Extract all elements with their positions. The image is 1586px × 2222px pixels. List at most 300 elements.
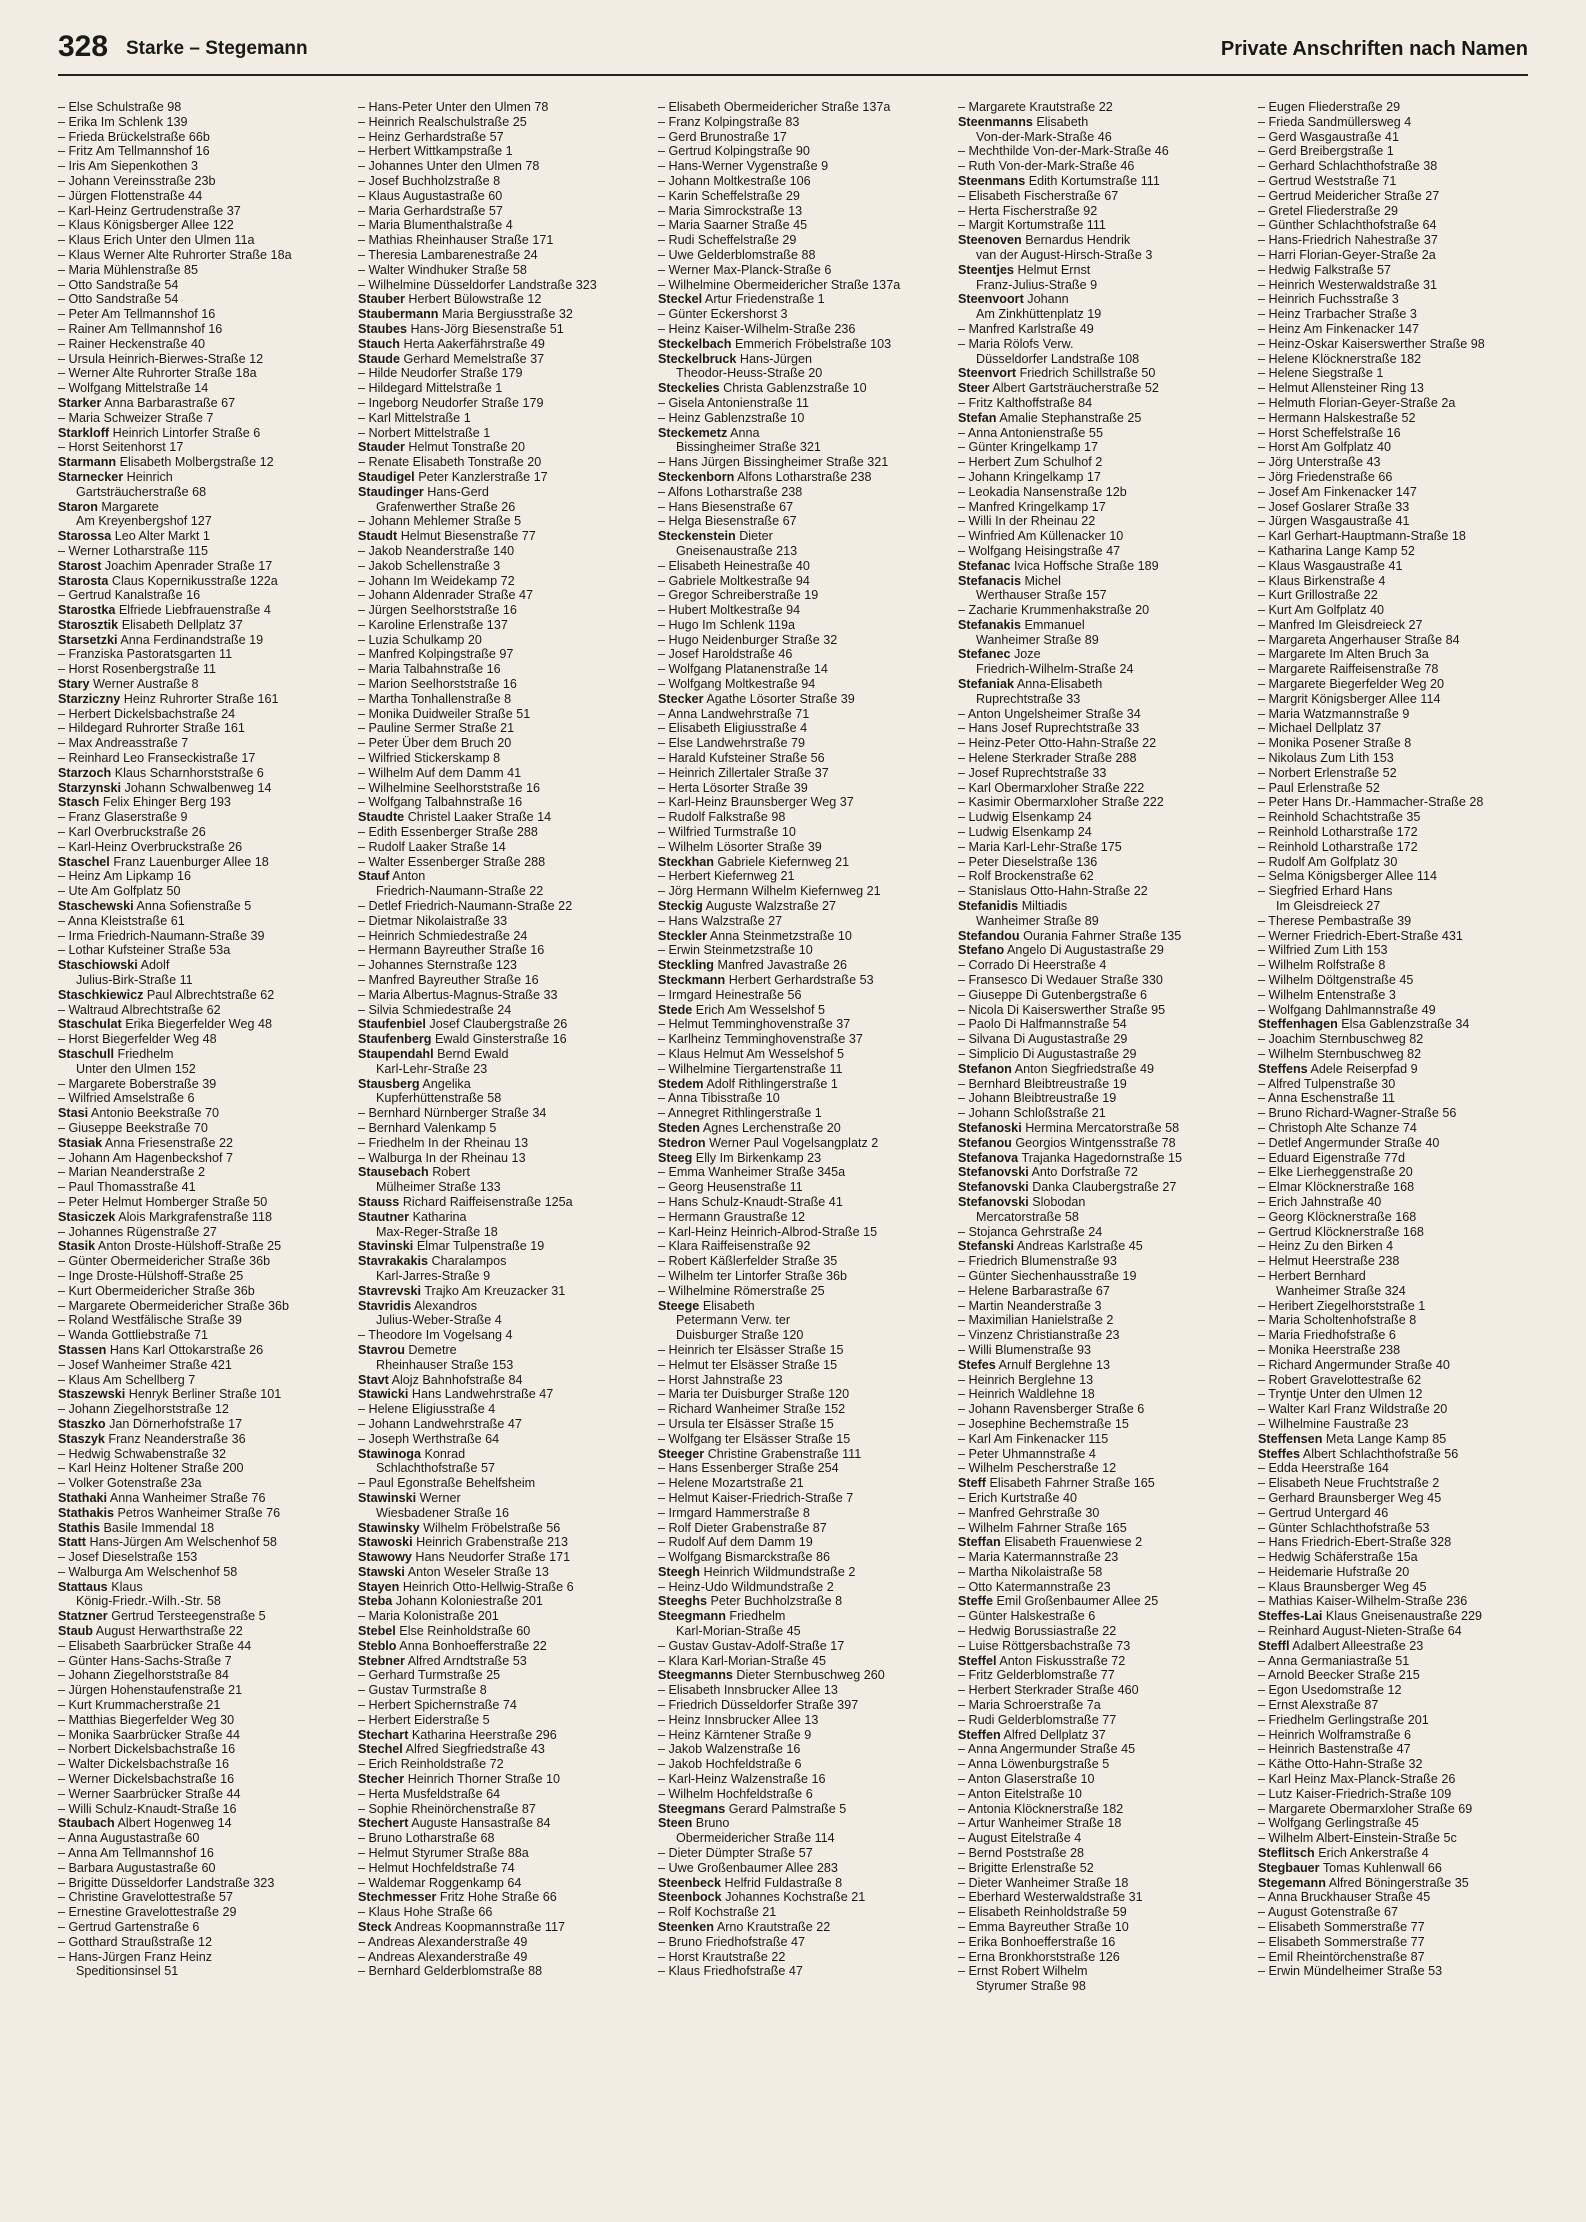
directory-entry bbox=[658, 1062, 948, 1077]
entry-text: Lutz Kaiser-Friedrich-Straße 109 bbox=[1268, 1786, 1452, 1801]
entry-text: Herbert Bülowstraße 12 bbox=[408, 292, 542, 307]
continuation-marker bbox=[358, 1683, 369, 1697]
entry-text: Peter Dieselstraße 136 bbox=[968, 854, 1098, 869]
entry-text: Christel Laaker Straße 14 bbox=[407, 810, 552, 825]
continuation-marker bbox=[658, 130, 669, 144]
directory-entry bbox=[358, 1713, 648, 1728]
directory-entry bbox=[58, 1165, 348, 1180]
continuation-marker bbox=[958, 840, 969, 854]
surname: Staschewski bbox=[58, 899, 134, 914]
continuation-marker bbox=[1258, 144, 1269, 158]
continuation-marker bbox=[958, 1580, 969, 1594]
directory-entry bbox=[58, 988, 348, 1003]
entry-text: Richard Wanheimer Straße 152 bbox=[668, 1402, 846, 1417]
entry-text: Maria Watzmannstraße 9 bbox=[1268, 706, 1410, 721]
directory-entry bbox=[1258, 366, 1548, 381]
directory-entry bbox=[958, 1328, 1248, 1343]
continuation-marker bbox=[58, 130, 69, 144]
entry-text: Johannes Unter den Ulmen 78 bbox=[368, 159, 540, 174]
continuation-marker bbox=[1258, 1047, 1269, 1061]
entry-text: Anna Tibisstraße 10 bbox=[667, 1091, 780, 1106]
entry-text: Arno Krautstraße 22 bbox=[716, 1920, 831, 1935]
surname: Steckelies bbox=[658, 381, 720, 396]
continuation-marker bbox=[1258, 855, 1269, 869]
directory-entry bbox=[1258, 1861, 1548, 1876]
entry-text: Adalbert Alleestraße 23 bbox=[1292, 1638, 1424, 1653]
directory-entry bbox=[358, 307, 648, 322]
entry-text: Wilhelmine Tiergartenstraße 11 bbox=[668, 1061, 843, 1076]
entry-text: Heinrich Zillertaler Straße 37 bbox=[668, 765, 829, 780]
entry-text: Klaus Friedhofstraße 47 bbox=[668, 1964, 803, 1979]
continuation-marker bbox=[958, 766, 969, 780]
directory-entry bbox=[58, 396, 348, 411]
directory-entry bbox=[358, 159, 648, 174]
directory-entry bbox=[1258, 1180, 1548, 1195]
continuation-marker bbox=[658, 1017, 669, 1031]
entry-text: Heinz Gablenzstraße 10 bbox=[668, 410, 805, 425]
directory-entry bbox=[658, 1077, 948, 1092]
surname: Steenvort bbox=[958, 366, 1017, 381]
directory-entry bbox=[58, 1535, 348, 1550]
continuation-marker bbox=[1258, 692, 1269, 706]
column-2 bbox=[358, 100, 648, 1979]
surname: Stauf bbox=[358, 869, 390, 884]
entry-text: Gotthard Straußstraße 12 bbox=[68, 1934, 213, 1949]
directory-entry bbox=[358, 1447, 648, 1462]
continuation-marker bbox=[958, 1787, 968, 1801]
surname: Steckelbruck bbox=[658, 351, 737, 366]
continuation-marker bbox=[358, 144, 369, 158]
directory-entry bbox=[58, 1846, 348, 1861]
directory-entry bbox=[1258, 1876, 1548, 1891]
directory-entry bbox=[958, 914, 1248, 929]
surname: Stefanovski bbox=[958, 1180, 1029, 1195]
continuation-marker bbox=[1258, 574, 1269, 588]
continuation-marker bbox=[58, 204, 69, 218]
entry-text: Paolo Di Halfmannstraße 54 bbox=[968, 1017, 1127, 1032]
entry-text: Gneisenaustraße 213 bbox=[676, 543, 798, 558]
directory-entry bbox=[1258, 263, 1548, 278]
directory-entry bbox=[658, 218, 948, 233]
entry-text: Margarete Raiffeisenstraße 78 bbox=[1268, 662, 1439, 677]
continuation-marker bbox=[58, 1254, 69, 1268]
directory-entry bbox=[1258, 1151, 1548, 1166]
directory-entry bbox=[958, 1861, 1248, 1876]
surname: Steck bbox=[358, 1920, 392, 1935]
entry-text: Anton Ungelsheimer Straße 34 bbox=[967, 706, 1141, 721]
entry-text: Karl Overbruckstraße 26 bbox=[68, 825, 206, 840]
directory-entry bbox=[58, 1343, 348, 1358]
entry-text: Erika Im Schlenk 139 bbox=[68, 114, 188, 129]
directory-entry bbox=[658, 366, 948, 381]
surname: Stasiak bbox=[58, 1135, 103, 1150]
entry-text: Monika Heerstraße 238 bbox=[1268, 1342, 1401, 1357]
directory-entry bbox=[58, 470, 348, 485]
continuation-marker bbox=[358, 204, 369, 218]
continuation-marker bbox=[58, 411, 69, 425]
directory-entry bbox=[658, 1876, 948, 1891]
entry-text: Klara Raiffeisenstraße 92 bbox=[668, 1239, 811, 1254]
continuation-marker bbox=[958, 1698, 969, 1712]
continuation-marker bbox=[58, 1831, 68, 1845]
entry-text: Wilhelm Rolfstraße 8 bbox=[1268, 958, 1386, 973]
entry-text: Werner Dickelsbachstraße 16 bbox=[68, 1772, 235, 1787]
surname: Steenbock bbox=[658, 1890, 722, 1905]
surname: Statzner bbox=[58, 1609, 108, 1624]
directory-entry bbox=[1258, 278, 1548, 293]
entry-text: Heinz Innsbrucker Allee 13 bbox=[668, 1712, 819, 1727]
continuation-marker bbox=[658, 1698, 669, 1712]
directory-entry bbox=[1258, 1373, 1548, 1388]
continuation-marker bbox=[58, 1861, 69, 1875]
entry-text: Claus Kopernikusstraße 122a bbox=[111, 573, 278, 588]
entry-text: Hans Landwehrstraße 47 bbox=[411, 1387, 554, 1402]
continuation-marker bbox=[658, 781, 669, 795]
directory-entry bbox=[658, 1343, 948, 1358]
entry-text: Elisabeth Sommerstraße 77 bbox=[1268, 1920, 1425, 1935]
continuation-marker bbox=[58, 1195, 69, 1209]
entry-text: Gertrud Weststraße 71 bbox=[1268, 173, 1397, 188]
entry-text: Edith Essenberger Straße 288 bbox=[368, 825, 538, 840]
entry-text: Adolf bbox=[140, 958, 170, 973]
directory-entry bbox=[1258, 810, 1548, 825]
entry-text: Bernardus Hendrik bbox=[1025, 233, 1131, 248]
continuation-marker bbox=[658, 500, 669, 514]
entry-text: Anton bbox=[392, 869, 426, 884]
entry-text: Joseph Werthstraße 64 bbox=[368, 1431, 500, 1446]
entry-text: Anton Eitelstraße 10 bbox=[967, 1786, 1082, 1801]
entry-text: Rudolf Am Golfplatz 30 bbox=[1268, 854, 1398, 869]
continuation-marker bbox=[658, 1757, 669, 1771]
continuation-marker bbox=[1258, 263, 1269, 277]
continuation-marker bbox=[358, 647, 369, 661]
entry-text: August Herwarthstraße 22 bbox=[95, 1624, 243, 1639]
entry-text: Bernd Ewald bbox=[437, 1047, 509, 1061]
surname: Steffes-Lai bbox=[1258, 1609, 1323, 1624]
directory-entry bbox=[58, 1402, 348, 1417]
entry-text: Ernst Robert Wilhelm bbox=[968, 1964, 1088, 1979]
entry-text: Karl-Heinz Heinrich-Albrod-Straße 15 bbox=[668, 1224, 878, 1239]
directory-entry bbox=[658, 1846, 948, 1861]
continuation-marker bbox=[958, 1802, 968, 1816]
directory-entry bbox=[358, 1565, 648, 1580]
continuation-marker bbox=[58, 292, 69, 306]
entry-text: Emma Wanheimer Straße 345a bbox=[668, 1165, 846, 1180]
continuation-marker bbox=[658, 1358, 669, 1372]
entry-text: Karl-Heinz Walzenstraße 16 bbox=[668, 1772, 826, 1787]
directory-entry bbox=[658, 1151, 948, 1166]
entry-text: Heinrich Otto-Hellwig-Straße 6 bbox=[402, 1579, 574, 1594]
directory-entry bbox=[658, 1594, 948, 1609]
entry-text: Fritz Hohe Straße 66 bbox=[439, 1890, 557, 1905]
entry-text: Gartsträucherstraße 68 bbox=[76, 484, 207, 499]
continuation-marker bbox=[658, 1506, 669, 1520]
continuation-marker bbox=[1258, 278, 1269, 292]
directory-entry bbox=[58, 736, 348, 751]
continuation-marker bbox=[58, 1550, 69, 1564]
continuation-marker bbox=[358, 692, 369, 706]
entry-text: Wilhelmine Römerstraße 25 bbox=[668, 1283, 825, 1298]
continuation-marker bbox=[1258, 1195, 1269, 1209]
directory-entry bbox=[58, 1831, 348, 1846]
entry-text: Maria Katermannstraße 23 bbox=[968, 1550, 1119, 1565]
directory-entry bbox=[958, 292, 1248, 307]
entry-text: Margrit Königsberger Allee 114 bbox=[1268, 691, 1441, 706]
entry-text: Christoph Alte Schanze 74 bbox=[1268, 1120, 1417, 1135]
entry-text: Elisabeth bbox=[1036, 114, 1089, 129]
directory-entry bbox=[58, 559, 348, 574]
continuation-marker bbox=[658, 322, 669, 336]
directory-entry bbox=[958, 1654, 1248, 1669]
entry-text: Elisabeth Reinholdstraße 59 bbox=[968, 1905, 1127, 1920]
continuation-marker bbox=[358, 1831, 369, 1845]
directory-entry bbox=[658, 174, 948, 189]
directory-entry bbox=[58, 1506, 348, 1521]
entry-text: Julius-Birk-Straße 11 bbox=[76, 973, 193, 988]
column-3 bbox=[658, 100, 948, 1979]
entry-text: Helmut Tonstraße 20 bbox=[408, 440, 526, 455]
directory-entry bbox=[1258, 500, 1548, 515]
continuation-marker bbox=[358, 721, 369, 735]
entry-text: Fritz Am Tellmannshof 16 bbox=[68, 144, 210, 159]
continuation-marker bbox=[958, 825, 969, 839]
directory-entry bbox=[358, 1358, 648, 1373]
continuation-marker bbox=[58, 1668, 69, 1682]
entry-text: Hedwig Schäferstraße 15a bbox=[1268, 1550, 1418, 1565]
directory-entry bbox=[58, 943, 348, 958]
directory-entry bbox=[958, 1343, 1248, 1358]
entry-text: Eberhard Westerwaldstraße 31 bbox=[968, 1890, 1143, 1905]
surname: Steenoven bbox=[958, 233, 1022, 248]
directory-entry bbox=[358, 174, 648, 189]
entry-text: Gabriele Moltkestraße 94 bbox=[668, 573, 810, 588]
entry-text: Leokadia Nansenstraße 12b bbox=[968, 484, 1127, 499]
continuation-marker bbox=[1258, 677, 1269, 691]
directory-entry bbox=[1258, 1121, 1548, 1136]
continuation-marker bbox=[58, 248, 69, 262]
entry-text: Horst Krautstraße 22 bbox=[668, 1949, 786, 1964]
continuation-marker bbox=[658, 1269, 669, 1283]
directory-entry bbox=[658, 559, 948, 574]
entry-text: Wilhelm Lösorter Straße 39 bbox=[668, 839, 822, 854]
continuation-marker bbox=[58, 174, 69, 188]
entry-text: Artur Friedenstraße 1 bbox=[704, 292, 825, 307]
continuation-marker bbox=[1258, 1580, 1269, 1594]
directory-entry bbox=[658, 588, 948, 603]
entry-text: Marian Neanderstraße 2 bbox=[68, 1165, 206, 1180]
directory-entry bbox=[58, 707, 348, 722]
directory-entry bbox=[658, 810, 948, 825]
directory-entry bbox=[958, 470, 1248, 485]
directory-entry bbox=[958, 1017, 1248, 1032]
entry-text: Alois Markgrafenstraße 118 bbox=[118, 1209, 272, 1224]
entry-text: Wilhelmine Obermeidericher Straße 137a bbox=[668, 277, 901, 292]
continuation-marker bbox=[658, 1713, 669, 1727]
entry-text: Helene Mozartstraße 21 bbox=[668, 1476, 804, 1491]
surname: Stedron bbox=[658, 1135, 706, 1150]
entry-text: Wilhelmine Düsseldorfer Landstraße 323 bbox=[368, 277, 597, 292]
directory-entry bbox=[358, 514, 648, 529]
continuation-marker bbox=[358, 929, 369, 943]
continuation-marker bbox=[58, 337, 69, 351]
directory-entry bbox=[658, 1091, 948, 1106]
directory-entry bbox=[58, 1683, 348, 1698]
continuation-marker bbox=[658, 1254, 669, 1268]
continuation-marker bbox=[58, 1358, 69, 1372]
continuation-marker bbox=[658, 1964, 669, 1978]
directory-entry bbox=[958, 307, 1248, 322]
entry-text: Maria Rölofs Verw. bbox=[968, 336, 1074, 351]
entry-text: Wilhelmine Seelhorststraße 16 bbox=[368, 780, 541, 795]
directory-entry bbox=[58, 144, 348, 159]
continuation-marker bbox=[358, 396, 369, 410]
continuation-marker bbox=[358, 633, 369, 647]
surname: Steba bbox=[358, 1594, 393, 1609]
directory-entry bbox=[1258, 1816, 1548, 1831]
entry-text: Elly Im Birkenkamp 23 bbox=[695, 1150, 822, 1165]
directory-entry bbox=[658, 855, 948, 870]
directory-entry bbox=[358, 189, 648, 204]
entry-text: Norbert Erlenstraße 52 bbox=[1268, 765, 1397, 780]
entry-text: Hedwig Schwabenstraße 32 bbox=[68, 1446, 227, 1461]
entry-text: Gerd Breibergstraße 1 bbox=[1268, 144, 1394, 159]
directory-entry bbox=[658, 1017, 948, 1032]
entry-text: Heinz-Oskar Kaiserswerther Straße 98 bbox=[1268, 336, 1485, 351]
continuation-marker bbox=[658, 603, 669, 617]
entry-text: Im Gleisdreieck 27 bbox=[1276, 899, 1381, 914]
entry-text: Heinrich Waldlehne 18 bbox=[968, 1387, 1095, 1402]
entry-text: Johann Ravensberger Straße 6 bbox=[968, 1402, 1145, 1417]
entry-text: Elisabeth Molbergstraße 12 bbox=[119, 455, 274, 470]
directory-entry bbox=[958, 766, 1248, 781]
surname: Steegmanns bbox=[658, 1668, 733, 1683]
entry-text: Artur Wanheimer Straße 18 bbox=[967, 1816, 1122, 1831]
entry-text: Wilhelm Albert-Einstein-Straße 5c bbox=[1268, 1831, 1457, 1846]
entry-text: Erna Bronkhorststraße 126 bbox=[968, 1949, 1120, 1964]
surname: Stathaki bbox=[58, 1490, 107, 1505]
directory-entry bbox=[58, 1816, 348, 1831]
entry-text: Maria Gerhardstraße 57 bbox=[368, 203, 503, 218]
entry-text: Kurt Krummacherstraße 21 bbox=[68, 1698, 221, 1713]
entry-text: Gerd Wasgaustraße 41 bbox=[1268, 129, 1399, 144]
directory-entry bbox=[58, 1920, 348, 1935]
entry-text: Horst Rosenbergstraße 11 bbox=[68, 662, 216, 677]
continuation-marker bbox=[358, 1136, 369, 1150]
directory-entry bbox=[58, 159, 348, 174]
surname: Starosta bbox=[58, 573, 109, 588]
entry-text: Petermann Verw. ter bbox=[676, 1313, 791, 1328]
directory-entry bbox=[658, 352, 948, 367]
directory-entry bbox=[658, 440, 948, 455]
entry-text: Corrado Di Heerstraße 4 bbox=[968, 958, 1107, 973]
entry-text: Manfred Karlstraße 49 bbox=[968, 321, 1094, 336]
directory-entry bbox=[658, 1373, 948, 1388]
entry-text: Andreas Alexanderstraße 49 bbox=[367, 1949, 528, 1964]
surname: Stathakis bbox=[58, 1505, 114, 1520]
directory-entry bbox=[1258, 544, 1548, 559]
entry-text: Gabriele Kiefernweg 21 bbox=[717, 854, 850, 869]
entry-text: Heinrich Fuchsstraße 3 bbox=[1268, 292, 1399, 307]
surname: Stausberg bbox=[358, 1076, 420, 1091]
directory-entry bbox=[358, 1195, 648, 1210]
surname: Starost bbox=[58, 558, 102, 573]
continuation-marker bbox=[358, 544, 369, 558]
directory-entry bbox=[1258, 100, 1548, 115]
directory-entry bbox=[958, 869, 1248, 884]
directory-entry bbox=[58, 1225, 348, 1240]
directory-entry bbox=[358, 1802, 648, 1817]
directory-entry bbox=[658, 1580, 948, 1595]
continuation-marker bbox=[358, 1668, 369, 1682]
continuation-marker bbox=[358, 751, 369, 765]
continuation-marker bbox=[1258, 1328, 1269, 1342]
continuation-marker bbox=[58, 1032, 69, 1046]
directory-entry bbox=[958, 1935, 1248, 1950]
directory-entry bbox=[658, 1802, 948, 1817]
directory-entry bbox=[1258, 973, 1548, 988]
directory-entry bbox=[58, 574, 348, 589]
directory-entry bbox=[1258, 1387, 1548, 1402]
entry-text: Walter Windhuker Straße 58 bbox=[368, 262, 527, 277]
entry-text: Elisabeth Saarbrücker Straße 44 bbox=[68, 1638, 252, 1653]
directory-entry bbox=[358, 1328, 648, 1343]
directory-entry bbox=[58, 248, 348, 263]
entry-text: Hugo Im Schlenk 119a bbox=[668, 617, 795, 632]
continuation-marker bbox=[358, 707, 369, 721]
continuation-marker bbox=[658, 248, 669, 262]
directory-entry bbox=[358, 1402, 648, 1417]
directory-entry bbox=[358, 1757, 648, 1772]
continuation-marker bbox=[58, 1003, 69, 1017]
directory-entry bbox=[358, 1210, 648, 1225]
directory-entry bbox=[1258, 322, 1548, 337]
surname: Stauber bbox=[358, 292, 405, 307]
continuation-marker bbox=[1258, 1461, 1269, 1475]
entry-text: Günter Siechenhausstraße 19 bbox=[968, 1268, 1137, 1283]
continuation-marker bbox=[958, 1447, 969, 1461]
continuation-marker bbox=[658, 411, 669, 425]
directory-entry bbox=[58, 1698, 348, 1713]
entry-text: Horst Scheffelstraße 16 bbox=[1268, 425, 1401, 440]
continuation-marker bbox=[958, 736, 969, 750]
directory-entry bbox=[658, 307, 948, 322]
continuation-marker bbox=[658, 647, 669, 661]
entry-text: Maria Karl-Lehr-Straße 175 bbox=[968, 839, 1122, 854]
directory-entry bbox=[58, 1017, 348, 1032]
surname: Stefano bbox=[958, 943, 1005, 958]
continuation-marker bbox=[958, 1713, 969, 1727]
continuation-marker bbox=[1258, 1654, 1268, 1668]
directory-entry bbox=[58, 544, 348, 559]
entry-text: Karl-Heinz Gertrudenstraße 37 bbox=[68, 203, 241, 218]
surname: Stefaniak bbox=[958, 677, 1014, 692]
surname: Steffen bbox=[958, 1727, 1001, 1742]
surname: Stasik bbox=[58, 1239, 96, 1254]
directory-entry bbox=[958, 426, 1248, 441]
entry-text: Erich Jahnstraße 40 bbox=[1268, 1194, 1382, 1209]
entry-text: Klaus Scharnhorststraße 6 bbox=[114, 765, 264, 780]
directory-entry bbox=[358, 899, 648, 914]
directory-entry bbox=[358, 1624, 648, 1639]
surname: Stavrou bbox=[358, 1342, 405, 1357]
continuation-marker bbox=[658, 1683, 669, 1697]
directory-entry bbox=[658, 914, 948, 929]
directory-entry bbox=[358, 1476, 648, 1491]
entry-text: van der August-Hirsch-Straße 3 bbox=[976, 247, 1153, 262]
directory-entry bbox=[958, 381, 1248, 396]
directory-entry bbox=[958, 1639, 1248, 1654]
directory-entry bbox=[958, 1402, 1248, 1417]
